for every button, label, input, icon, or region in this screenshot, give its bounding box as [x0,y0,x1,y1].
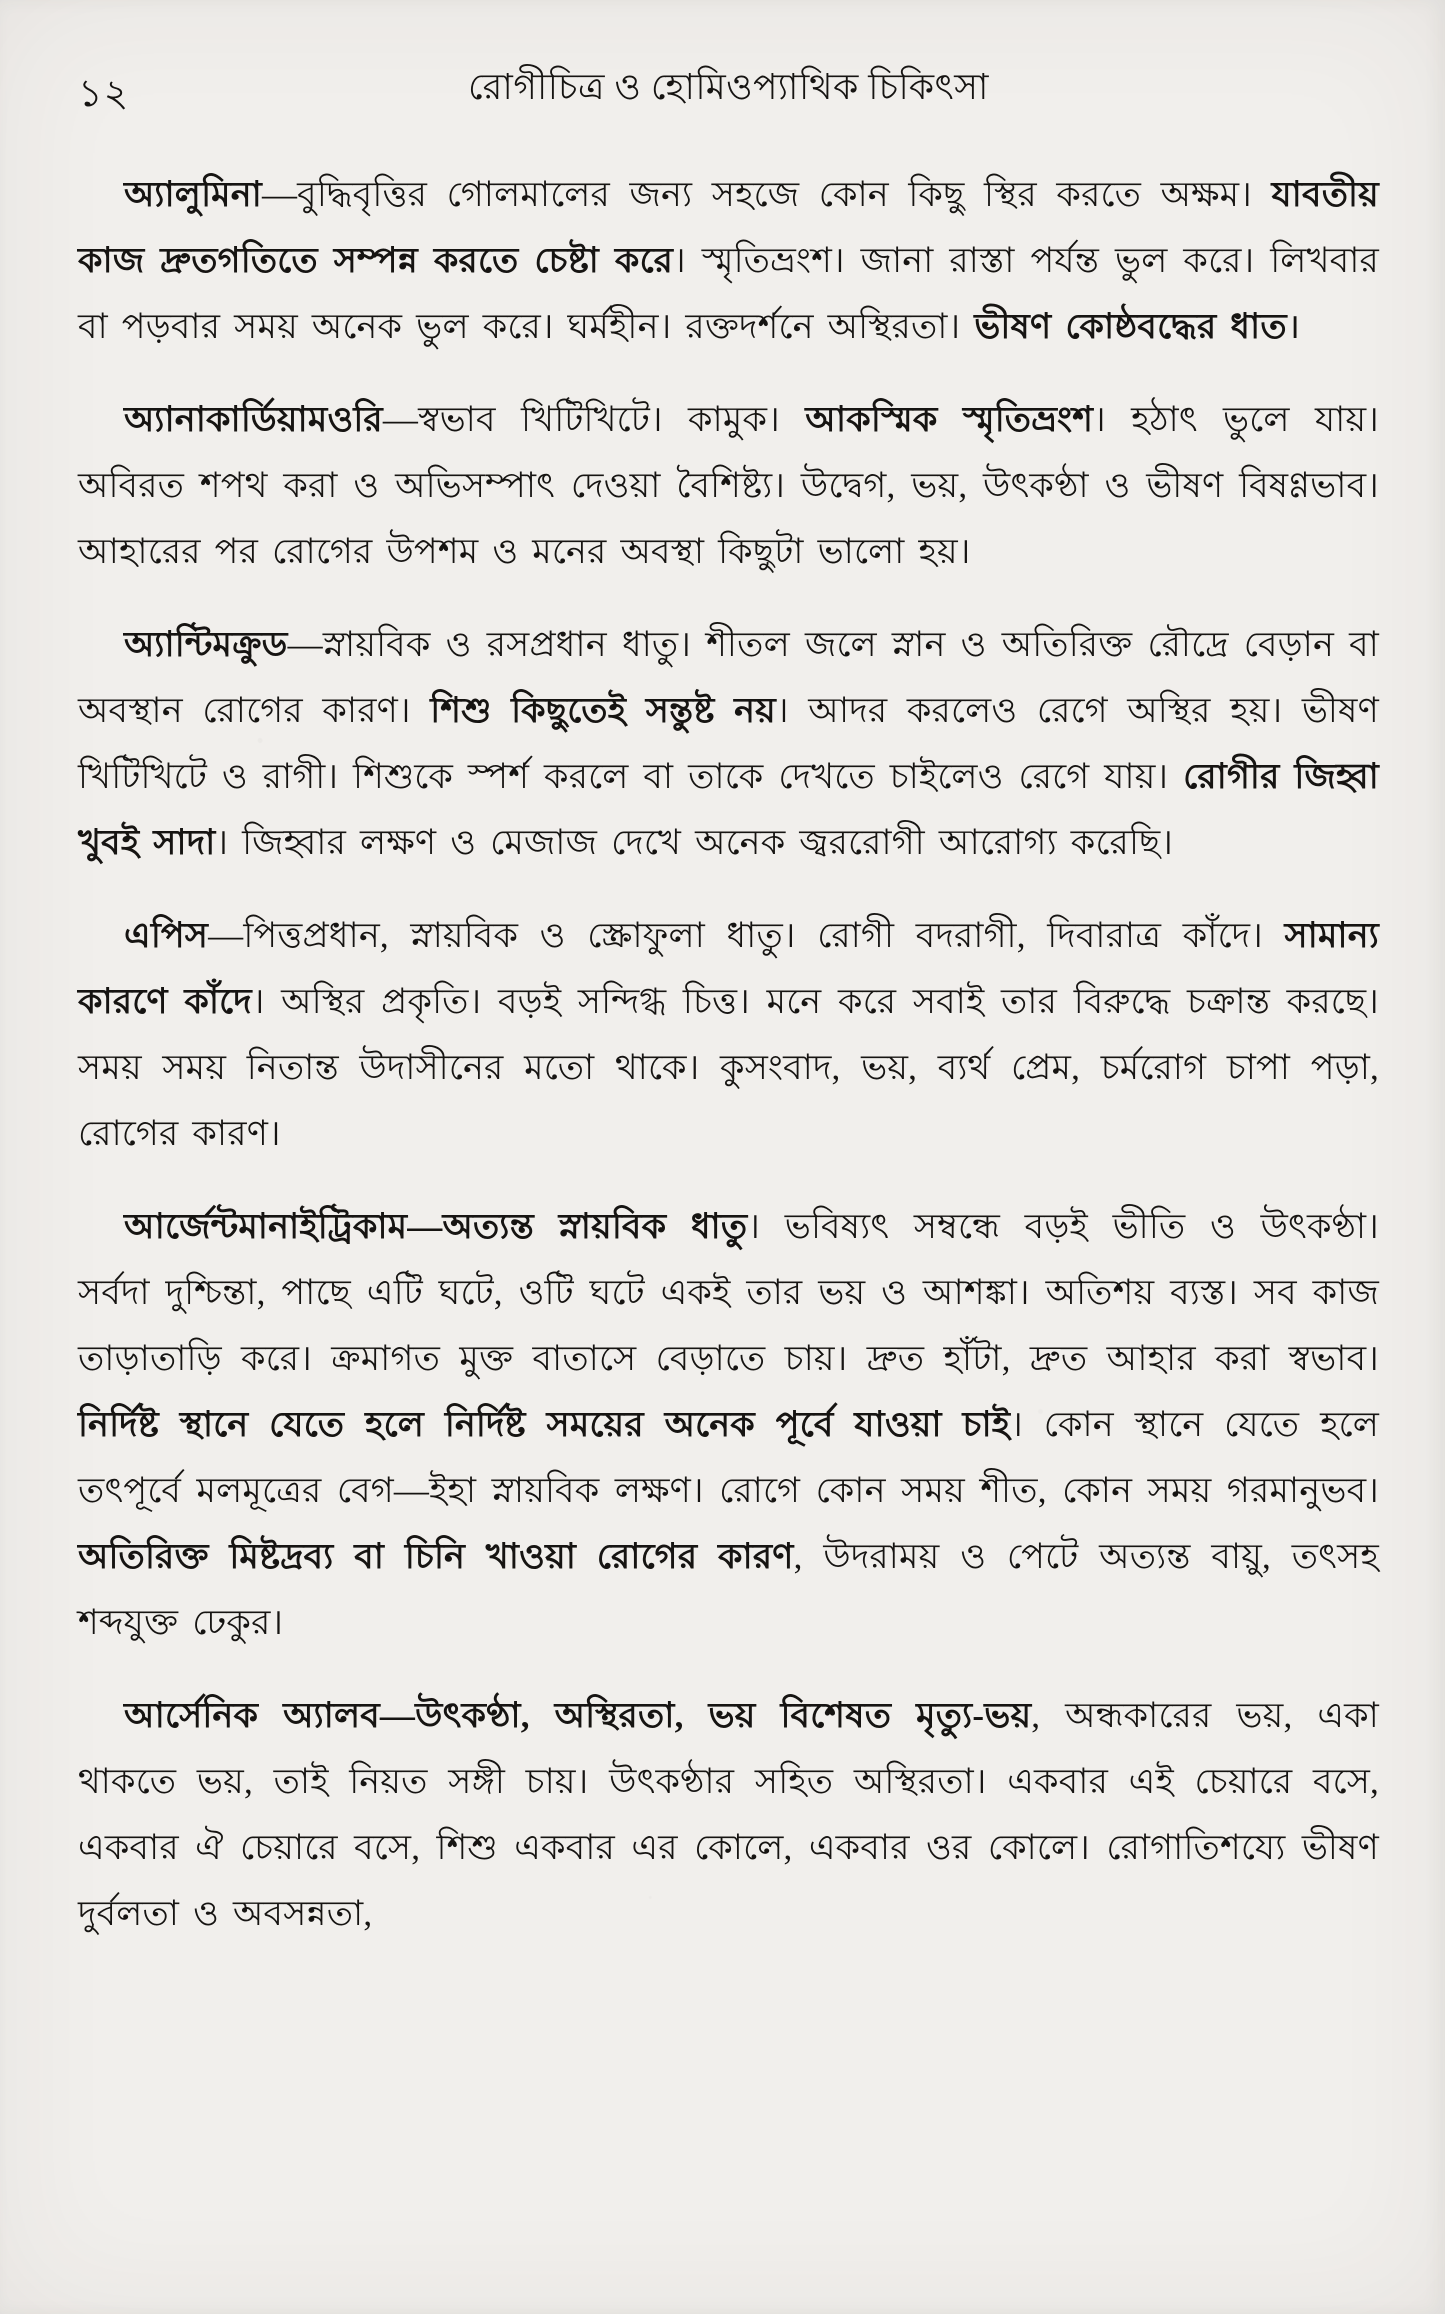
bold-text-run: এপিস [124,916,209,955]
bold-text-run: নির্দিষ্ট স্থানে যেতে হলে নির্দিষ্ট সময়ের অনেক পূর্বে যাওয়া চাই [78,1405,1011,1444]
paragraph-list [78,162,1379,1947]
page-title: রোগীচিত্র ও হোমিওপ্যাথিক চিকিৎসা [468,67,989,107]
text-run: —স্বভাব খিটিখিটে। কামুক। [382,400,806,439]
bold-text-run: অ্যালুমিনা [124,175,262,214]
text-run: । স্মৃতিভ্রংশ। জানা রাস্তা পর্যন্ত ভুল করে। লিখবার বা পড়বার সময় অনেক ভুল করে। ঘর্মহীন। রক্তদর্শনে অস্থিরতা। [78,241,1379,346]
paragraph [78,1683,1379,1947]
page-body [78,162,1379,1947]
text-run: —স্নায়বিক ও রসপ্রধান ধাতু। শীতল জলে স্নান ও অতিরিক্ত রৌদ্রে বেড়ান বা অবস্থান রোগের কারণ। [78,625,1379,730]
text-run: । হঠাৎ ভুলে যায়। অবিরত শপথ করা ও অভিসম্পাৎ দেওয়া বৈশিষ্ট্য। উদ্বেগ, ভয়, উৎকণ্ঠা ও ভীষণ বিষণ্ণভাব। আহারের পর রোগের উপশম ও মনের অবস্থা কিছুটা ভালো হয়। [78,400,1379,571]
paragraph [78,612,1379,876]
page-number: ১২ [78,73,130,115]
paragraph [78,162,1379,360]
paragraph [78,903,1379,1167]
bold-text-run: অ্যান্টিমক্রুড [124,625,288,664]
text-run: । ভবিষ্যৎ সম্বন্ধে বড়ই ভীতি ও উৎকণ্ঠা। সর্বদা দুশ্চিন্তা, পাছে এটি ঘটে, ওটি ঘটে একই তার ভয় ও আশঙ্কা। অতিশয় ব্যস্ত। সব কাজ তাড়াতাড়ি করে। ক্রমাগত মুক্ত বাতাসে বেড়াতে চায়। দ্রুত হাঁটা, দ্রুত আহার করা স্বভাব। [78,1207,1379,1378]
text-run: । জিহ্বার লক্ষণ ও মেজাজ দেখে অনেক জ্বররোগী আরোগ্য করেছি। [215,823,1174,862]
text-run: —পিত্তপ্রধান, স্নায়বিক ও স্ক্রোফুলা ধাতু। রোগী বদরাগী, দিবারাত্র কাঁদে। [208,916,1285,955]
text-run: , উদরাময় ও পেটে অত্যন্ত বায়ু, তৎসহ শব্দযুক্ত ঢেকুর। [78,1537,1379,1642]
bold-text-run: আর্জেন্টমানাইট্রিকাম—অত্যন্ত স্নায়বিক ধাতু [124,1207,748,1246]
bold-text-run: আকস্মিক স্মৃতিভ্রংশ [805,400,1094,439]
paragraph [78,1194,1379,1656]
bold-text-run: ভীষণ কোষ্ঠবদ্ধের ধাত [974,307,1287,346]
text-run: , অন্ধকারের ভয়, একা থাকতে ভয়, তাই নিয়ত সঙ্গী চায়। উৎকণ্ঠার সহিত অস্থিরতা। একবার এই চেয়ারে বসে, একবার ঐ চেয়ারে বসে, শিশু একবার এর কোলে, একবার ওর কোলে। রোগাতিশয্যে ভীষণ দুর্বলতা ও অবসন্নতা, [78,1696,1379,1933]
bold-text-run: সামান্য কারণে কাঁদে [78,916,1379,1021]
text-run: । [1286,307,1301,346]
bold-text-run: অ্যানাকার্ডিয়ামওরি [124,400,383,439]
page-header [78,50,1379,124]
bold-text-run: আর্সেনিক অ্যালব—উৎকণ্ঠা, অস্থিরতা, ভয় বিশেষত মৃত্যু-ভয় [124,1696,1032,1735]
text-run: । আদর করলেও রেগে অস্থির হয়। ভীষণ খিটিখিটে ও রাগী। শিশুকে স্পর্শ করলে বা তাকে দেখতে চাইলেও রেগে যায়। [78,691,1379,796]
bold-text-run: অতিরিক্ত মিষ্টদ্রব্য বা চিনি খাওয়া রোগের কারণ [78,1537,794,1576]
text-run: । কোন স্থানে যেতে হলে তৎপূর্বে মলমূত্রের বেগ—ইহা স্নায়বিক লক্ষণ। রোগে কোন সময় শীত, কোন সময় গরমানুভব। [78,1405,1380,1510]
text-run: । অস্থির প্রকৃতি। বড়ই সন্দিগ্ধ চিত্ত। মনে করে সবাই তার বিরুদ্ধে চক্রান্ত করছে। সময় সময় নিতান্ত উদাসীনের মতো থাকে। কুসংবাদ, ভয়, ব্যর্থ প্রেম, চর্মরোগ চাপা পড়া, রোগের কারণ। [78,982,1379,1153]
bold-text-run: রোগীর জিহ্বা খুবই সাদা [78,757,1379,862]
bold-text-run: যাবতীয় কাজ দ্রুতগতিতে সম্পন্ন করতে চেষ্টা করে [78,175,1379,280]
paragraph [78,387,1379,585]
bold-text-run: শিশু কিছুতেই সন্তুষ্ট নয় [430,691,776,730]
text-run: —বুদ্ধিবৃত্তির গোলমালের জন্য সহজে কোন কিছু স্থির করতে অক্ষম। [261,175,1272,214]
